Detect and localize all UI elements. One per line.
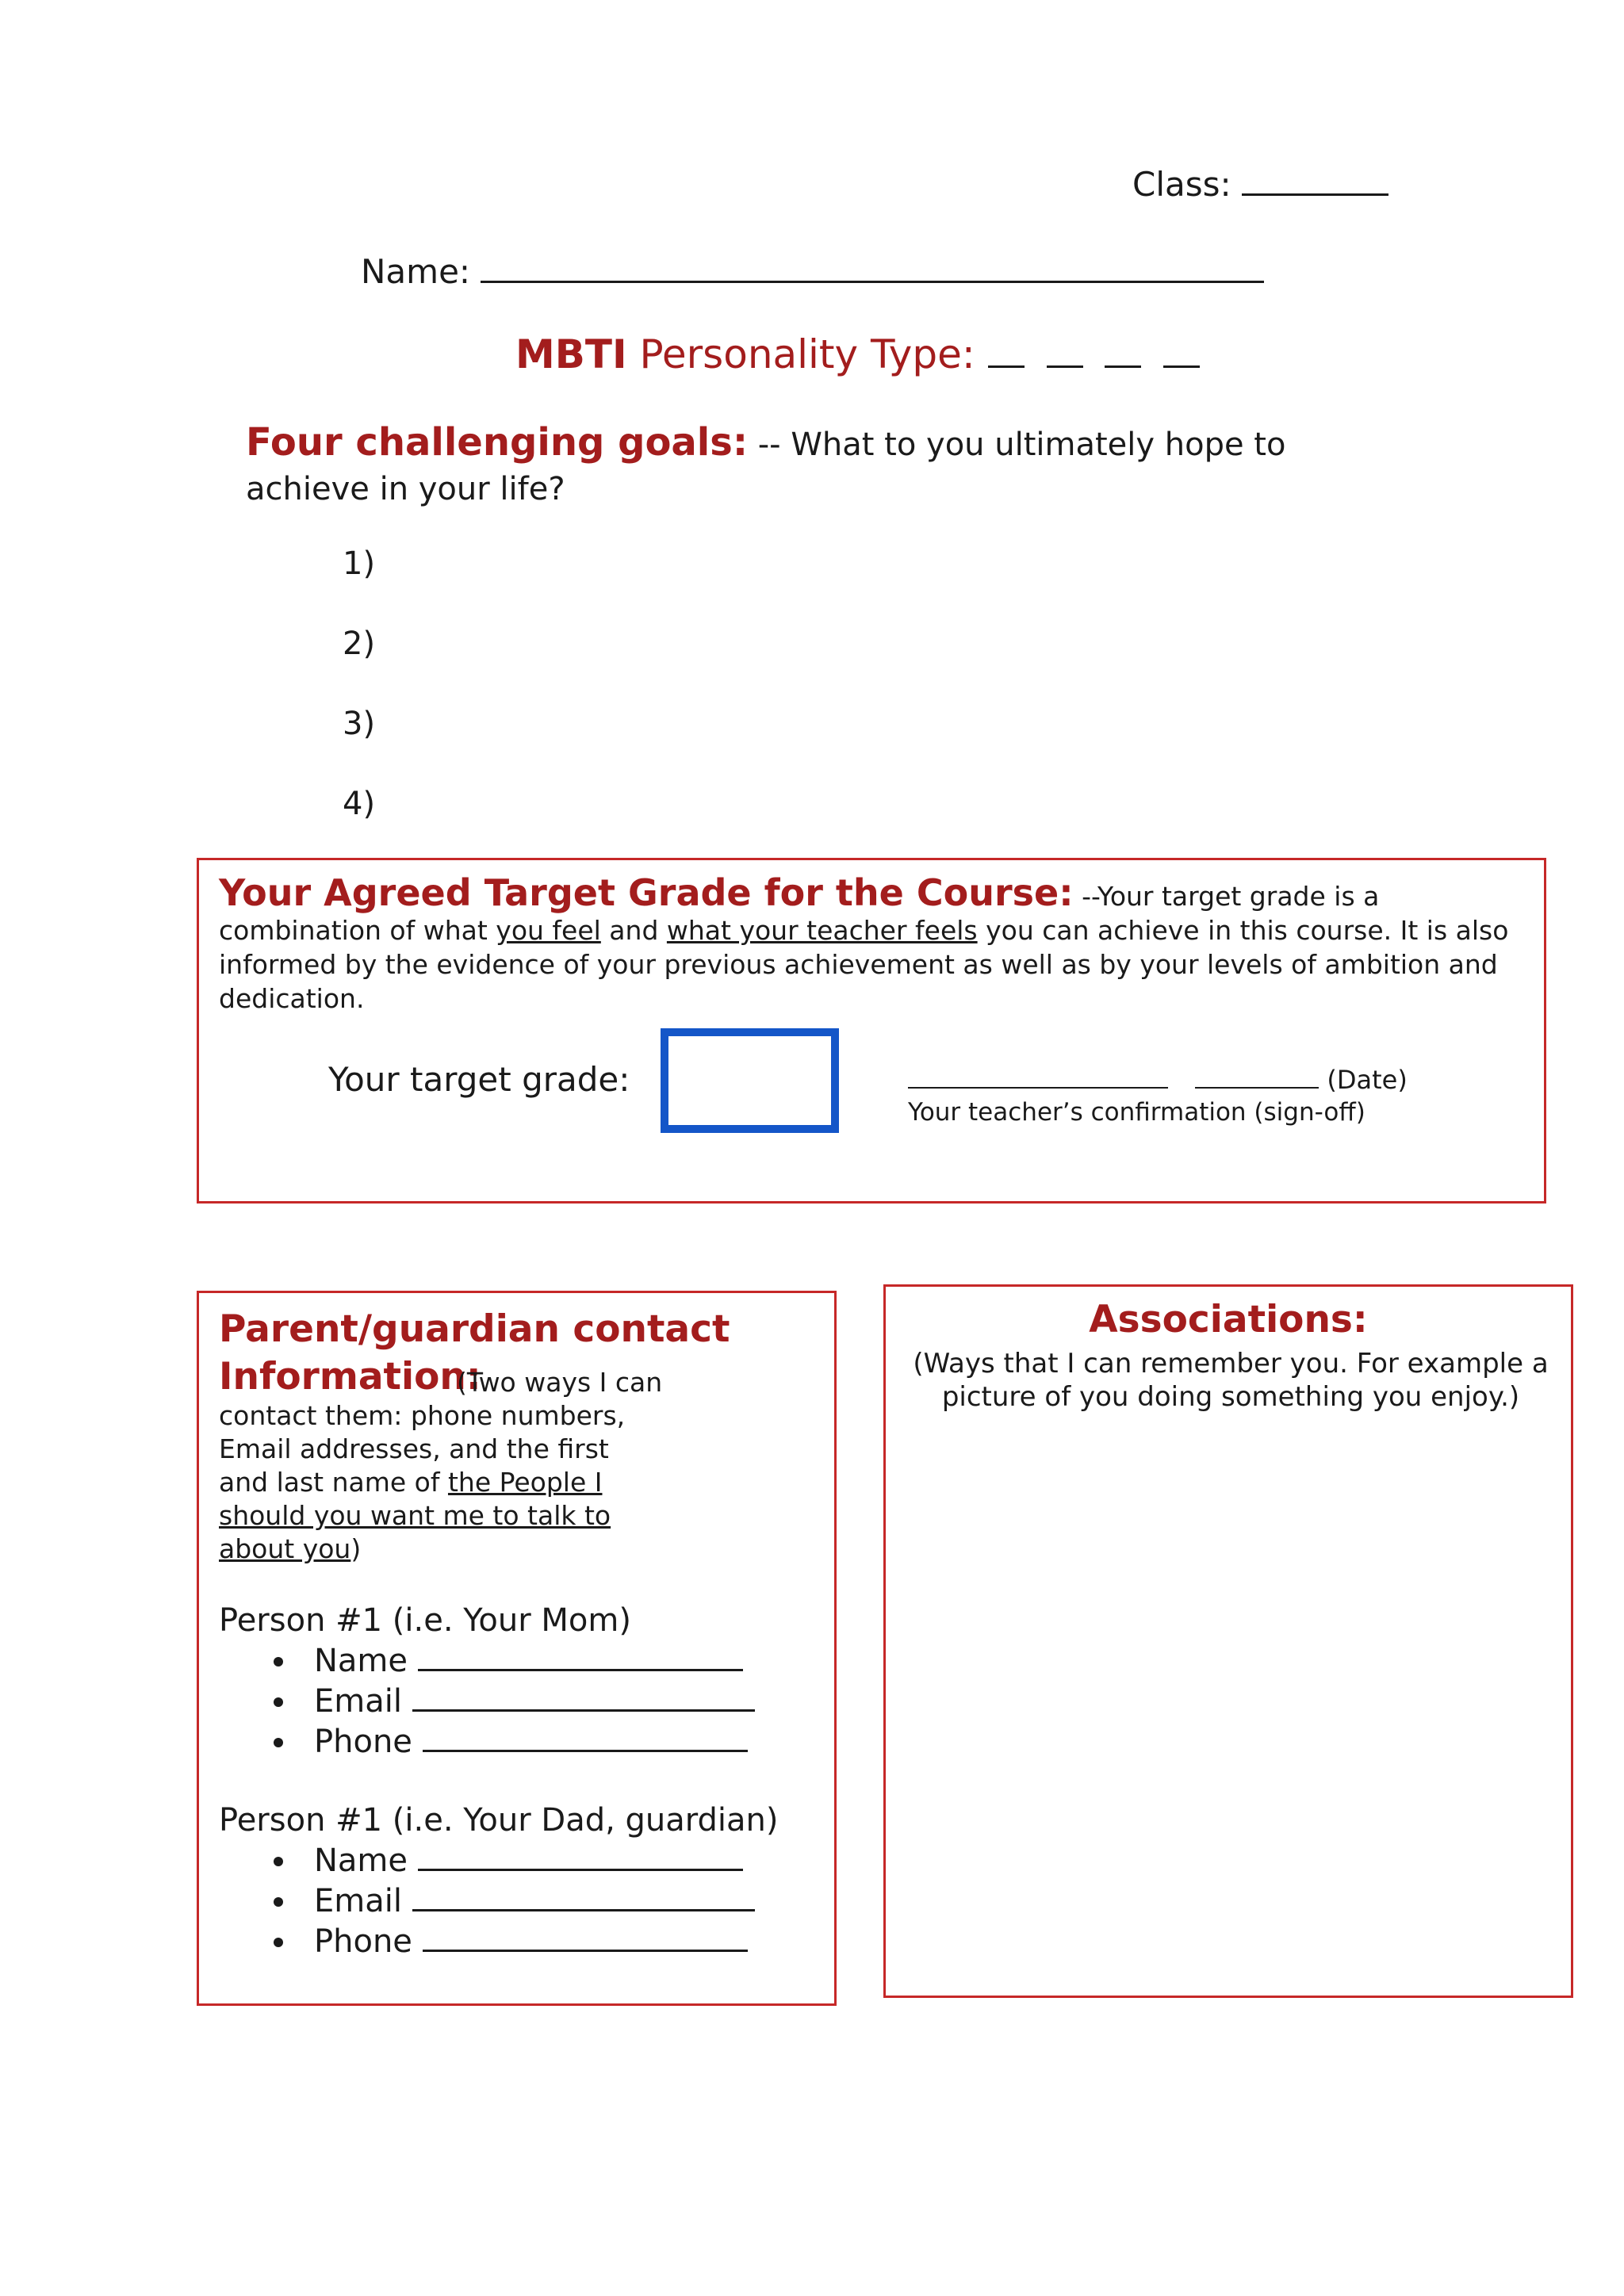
teacher-signature-blank[interactable] [908,1087,1168,1089]
person-1-email-blank[interactable] [412,1709,755,1712]
associations-title: Associations: [1089,1298,1368,1341]
name-blank[interactable] [481,281,1264,283]
target-rest: you can achieve in this course. It is also informed by the evidence of your previous achievement as well as by your levels of ambition and dedication. [219,915,1509,1014]
person-1-phone-row [298,1722,822,1762]
person-2-block [219,1800,822,1962]
parent-desc-underlined: the People I should you want me to talk to about you [219,1467,611,1564]
person-2-phone-blank[interactable] [423,1950,748,1952]
target-grade-input-box[interactable] [661,1028,839,1133]
person-2-email-blank[interactable] [412,1909,755,1911]
goals-title: Four challenging goals: [246,420,749,465]
parent-title-line2: Information: [219,1355,481,1399]
parent-title [219,1306,822,1353]
person-2-name-blank[interactable] [418,1869,743,1871]
parent-title-line1: Parent/guardian contact [219,1307,730,1351]
field-label: Phone [314,1724,412,1760]
goal-item-3[interactable]: 3) [343,706,376,742]
person-1-phone-blank[interactable] [423,1750,748,1752]
goal-item-1[interactable]: 1) [343,545,376,582]
person-2-phone-row [298,1922,822,1962]
mbti-label-bold: MBTI [515,331,627,377]
field-label: Email [314,1683,402,1720]
teacher-confirmation-label: Your teacher’s confirmation (sign-off) [908,1098,1365,1127]
signoff-lines [908,1065,1408,1095]
mbti-blank-2[interactable] [1047,365,1083,368]
target-you-feel: you feel [496,915,601,946]
name-label: Name: [361,252,471,291]
person-2-label: Person #1 (i.e. Your Dad, guardian) [219,1802,779,1839]
class-blank[interactable] [1242,193,1388,196]
goals-prompt: -- What to you ultimately hope to achieve in your life? [246,427,1286,507]
date-label: (Date) [1327,1065,1408,1095]
target-description [219,871,1535,1016]
goal-item-4[interactable]: 4) [343,786,376,822]
parent-desc-end: ) [350,1533,362,1564]
associations-section[interactable] [883,1284,1573,1998]
target-title: Your Agreed Target Grade for the Course: [219,871,1074,914]
mbti-blank-3[interactable] [1105,365,1141,368]
parent-contact-section [197,1291,837,2006]
field-label: Email [314,1883,402,1919]
target-grade-section [197,858,1546,1203]
goal-item-2[interactable]: 2) [343,626,376,662]
field-label: Name [314,1843,408,1879]
mbti-line [515,331,1200,377]
associations-description: (Ways that I can remember you. For example a picture of you doing something you enjoy.) [913,1348,1549,1413]
parent-description [219,1366,663,1566]
mbti-blank-1[interactable] [988,365,1025,368]
field-label: Phone [314,1923,412,1960]
target-grade-label: Your target grade: [328,1060,630,1099]
target-teacher-feels: what your teacher feels [666,915,978,946]
target-and: and [600,915,667,946]
goals-heading [246,420,1396,511]
name-line [361,252,1264,291]
parent-desc-start: (Two ways I can contact them: phone numbers, Email addresses, and the first and last name of [219,1367,663,1498]
person-2-name-row [298,1841,822,1881]
person-1-email-row [298,1682,822,1722]
person-1-name-row [298,1641,822,1682]
target-intro: --Your target grade is a combination of what [219,881,1380,946]
field-label: Name [314,1643,408,1679]
date-blank[interactable] [1195,1087,1319,1089]
mbti-blank-4[interactable] [1163,365,1200,368]
person-1-label: Person #1 (i.e. Your Mom) [219,1602,631,1639]
mbti-label: Personality Type: [639,331,975,377]
class-line [1132,165,1388,204]
person-1-block [219,1601,822,1762]
person-1-name-blank[interactable] [418,1669,743,1671]
person-2-email-row [298,1881,822,1922]
class-label: Class: [1132,165,1231,204]
